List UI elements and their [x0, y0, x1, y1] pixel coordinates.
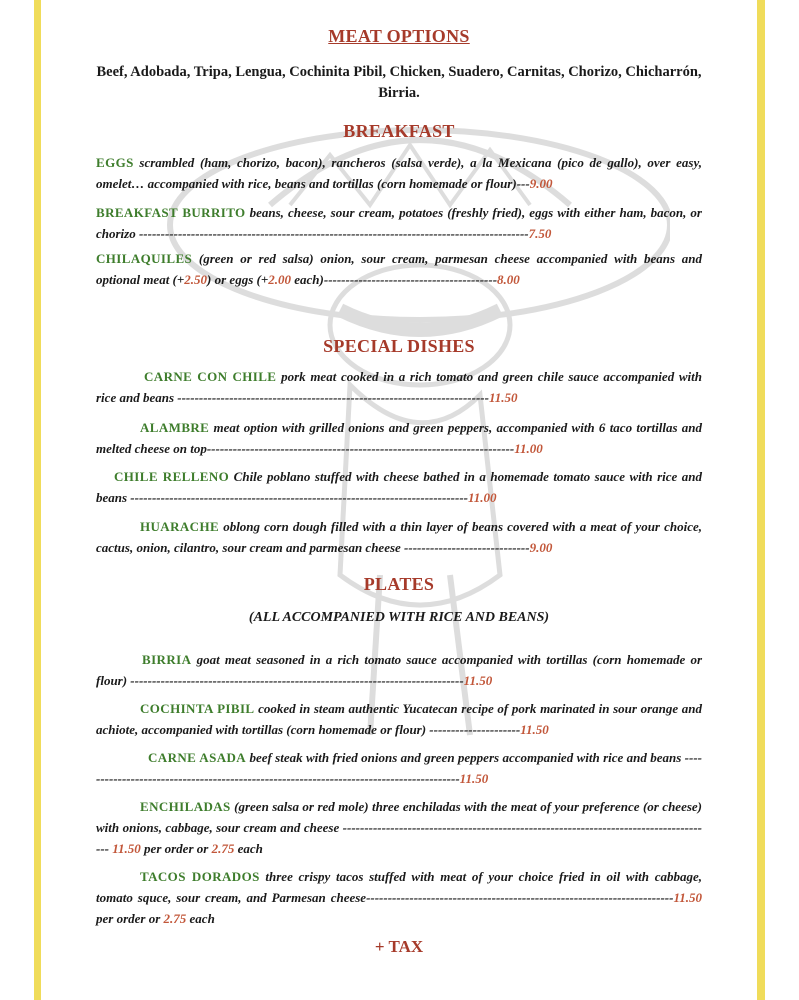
- item-name: EGGS: [96, 155, 134, 170]
- item-price: 11.50: [488, 390, 518, 405]
- item-desc: (green or red salsa) onion, sour cream, parmesan cheese accompanied with beans and optional meat (+: [96, 251, 702, 287]
- item-name: CARNE CON CHILE: [144, 369, 277, 384]
- menu-item-cochinta-pibil: [96, 698, 702, 740]
- item-desc: oblong corn dough filled with a thin layer of beans covered with a meat of your choice, cactus, onion, cilantro, sour cream and parmesan cheese -----------------------------: [96, 519, 703, 555]
- item-name: BREAKFAST BURRITO: [96, 205, 246, 220]
- item-name: CHILAQUILES: [96, 251, 193, 266]
- item-price: 11.50: [463, 673, 493, 688]
- plates-heading: PLATES: [363, 574, 435, 594]
- plates-subtitle: (ALL ACCOMPANIED WITH RICE AND BEANS): [248, 610, 550, 625]
- item-price: 9.00: [529, 540, 553, 555]
- item-price: 11.00: [514, 441, 543, 456]
- item-name: COCHINTA PIBIL: [140, 701, 255, 716]
- price-mid-text: per order or: [96, 911, 164, 926]
- meat-options-heading: MEAT OPTIONS: [328, 26, 470, 46]
- menu-item-tacos-dorados: [96, 866, 702, 929]
- item-name: CARNE ASADA: [148, 750, 247, 765]
- egg-extra-price: 2.00: [268, 272, 292, 287]
- price-mid-text: per order or: [140, 841, 212, 856]
- item-desc: beans, cheese, sour cream, potatoes (freshly fried), eggs with either ham, bacon, or chorizo ------------------------------------------------------------------------------------------: [96, 205, 702, 241]
- menu-item-chile-relleno: [96, 466, 702, 508]
- meat-options-list: Beef, Adobada, Tripa, Lengua, Cochinita Pibil, Chicken, Suadero, Carnitas, Chorizo, Chicharrón, Birria.: [96, 64, 702, 101]
- item-name: ALAMBRE: [140, 420, 210, 435]
- item-desc: cooked in steam authentic Yucatecan recipe of pork marinated in sour orange and achiote, accompanied with tortillas (corn homemade or flour) ---------------------: [96, 701, 703, 737]
- item-desc: scrambled (ham, chorizo, bacon), rancheros (salsa verde), a la Mexicana (pico de gallo), over easy, omelet… accompanied with rice, beans and tortillas (corn homemade or flour)---: [96, 155, 703, 191]
- menu-item-breakfast-burrito: [96, 202, 702, 244]
- price-suffix: each: [234, 841, 263, 856]
- special-dishes-heading: SPECIAL DISHES: [323, 336, 475, 356]
- meat-extra-price: 2.50: [184, 272, 208, 287]
- item-price: 7.50: [528, 226, 552, 241]
- menu-item-carne-con-chile: [96, 366, 702, 408]
- menu-item-birria: [96, 649, 702, 691]
- item-name: ENCHILADAS: [140, 799, 231, 814]
- item-name: TACOS DORADOS: [140, 869, 260, 884]
- item-desc-cont: ) or eggs (+: [207, 272, 269, 287]
- item-price: 8.00: [497, 272, 520, 287]
- right-yellow-border: [757, 0, 765, 1000]
- menu-item-carne-asada: [96, 747, 702, 789]
- item-desc: pork meat cooked in a rich tomato and green chile sauce accompanied with rice and beans ------------------------------------------------------------------------: [96, 369, 703, 405]
- item-desc: (green salsa or red mole) three enchiladas with the meat of your preference (or cheese) with onions, cabbage, sour cream and cheese --------------------------------------------------------------------------------------: [96, 799, 702, 856]
- item-desc: goat meat seasoned in a rich tomato sauce accompanied with tortillas (corn homemade or flour) -----------------------------------------------------------------------------: [96, 652, 702, 688]
- item-name: BIRRIA: [142, 652, 192, 667]
- breakfast-heading: BREAKFAST: [343, 121, 455, 141]
- price-suffix: each: [186, 911, 215, 926]
- item-desc: meat option with grilled onions and green peppers, accompanied with 6 taco tortillas and melted cheese on top-----------------------------------------------------------------------: [96, 420, 703, 456]
- item-price: 11.50: [673, 890, 702, 905]
- menu-item-eggs: [96, 152, 702, 194]
- item-price: 9.00: [529, 176, 553, 191]
- left-yellow-border: [34, 0, 41, 1000]
- menu-item-enchiladas: [96, 796, 702, 859]
- item-price: 11.50: [112, 841, 141, 856]
- item-price: 11.00: [467, 490, 497, 505]
- item-desc-end: each)----------------------------------------: [291, 272, 498, 287]
- item-price: 11.50: [459, 771, 489, 786]
- item-desc: Chile poblano stuffed with cheese bathed in a homemade tomato sauce with rice and beans ------------------------------------------------------------------------------: [96, 469, 702, 505]
- menu-item-chilaquiles: [96, 248, 702, 290]
- item-price-each: 2.75: [211, 841, 235, 856]
- item-price-each: 2.75: [163, 911, 187, 926]
- menu-item-huarache: [96, 516, 702, 558]
- item-desc: beef steak with fried onions and green peppers accompanied with rice and beans ----------------------------------------------------------------------------------------: [96, 750, 702, 786]
- item-price: 11.50: [520, 722, 549, 737]
- item-desc: three crispy tacos stuffed with meat of your choice fried in oil with cabbage, tomato squce, sour cream, and Parmesan cheese-----------------------------------------------------------------------: [96, 869, 702, 905]
- item-name: CHILE RELLENO: [114, 469, 230, 484]
- menu-item-alambre: [96, 417, 702, 459]
- item-name: HUARACHE: [140, 519, 220, 534]
- tax-note: + TAX: [374, 937, 424, 956]
